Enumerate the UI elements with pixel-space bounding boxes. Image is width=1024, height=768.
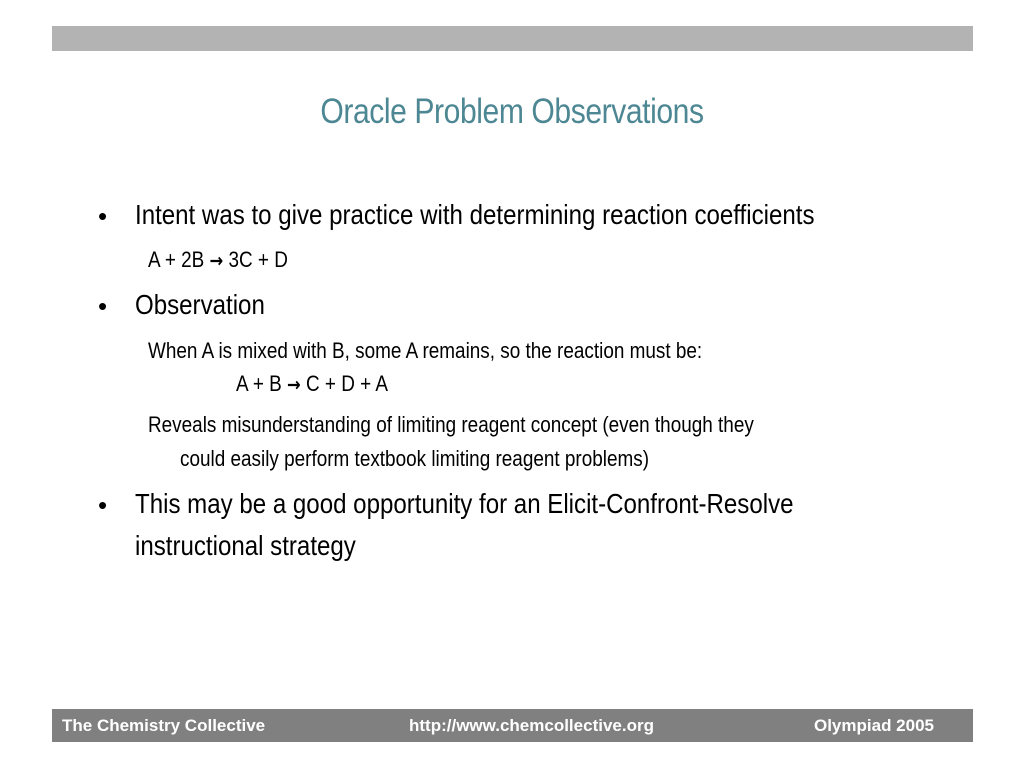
bullet-2-sub-2-line-2: could easily perform textbook limiting reagent problems) — [180, 446, 650, 471]
equation-left: A + 2B — [148, 247, 210, 272]
bullet-2-text: Observation — [135, 289, 265, 320]
bullet-1-text: Intent was to give practice with determining reaction coefficients — [135, 199, 815, 230]
bullet-3-dot: • — [98, 490, 108, 520]
arrow-right-icon: → — [287, 374, 301, 396]
bullet-2-sub-1: When A is mixed with B, some A remains, so the reaction must be: — [148, 338, 703, 363]
bullet-1-dot: • — [98, 201, 108, 231]
bullet-1-equation — [148, 247, 288, 274]
equation-right: 3C + D — [223, 247, 288, 272]
bullet-2-dot: • — [98, 291, 108, 321]
bullet-2-sub-2-line-1: Reveals misunderstanding of limiting reagent concept (even though they — [148, 412, 754, 437]
bullet-2-equation — [236, 371, 388, 398]
bullet-3-text-line-2: instructional strategy — [135, 530, 356, 561]
equation-right: C + D + A — [300, 371, 389, 396]
equation-left: A + B — [236, 371, 288, 396]
footer-bar — [52, 709, 973, 742]
footer-url: http://www.chemcollective.org — [409, 716, 654, 735]
bullet-3-text-line-1: This may be a good opportunity for an Elicit-Confront-Resolve — [135, 488, 794, 519]
slide-title: Oracle Problem Observations — [320, 92, 704, 131]
arrow-right-icon: → — [209, 250, 224, 272]
footer-right-text: Olympiad 2005 — [813, 716, 934, 735]
footer-left-text: The Chemistry Collective — [62, 716, 266, 735]
